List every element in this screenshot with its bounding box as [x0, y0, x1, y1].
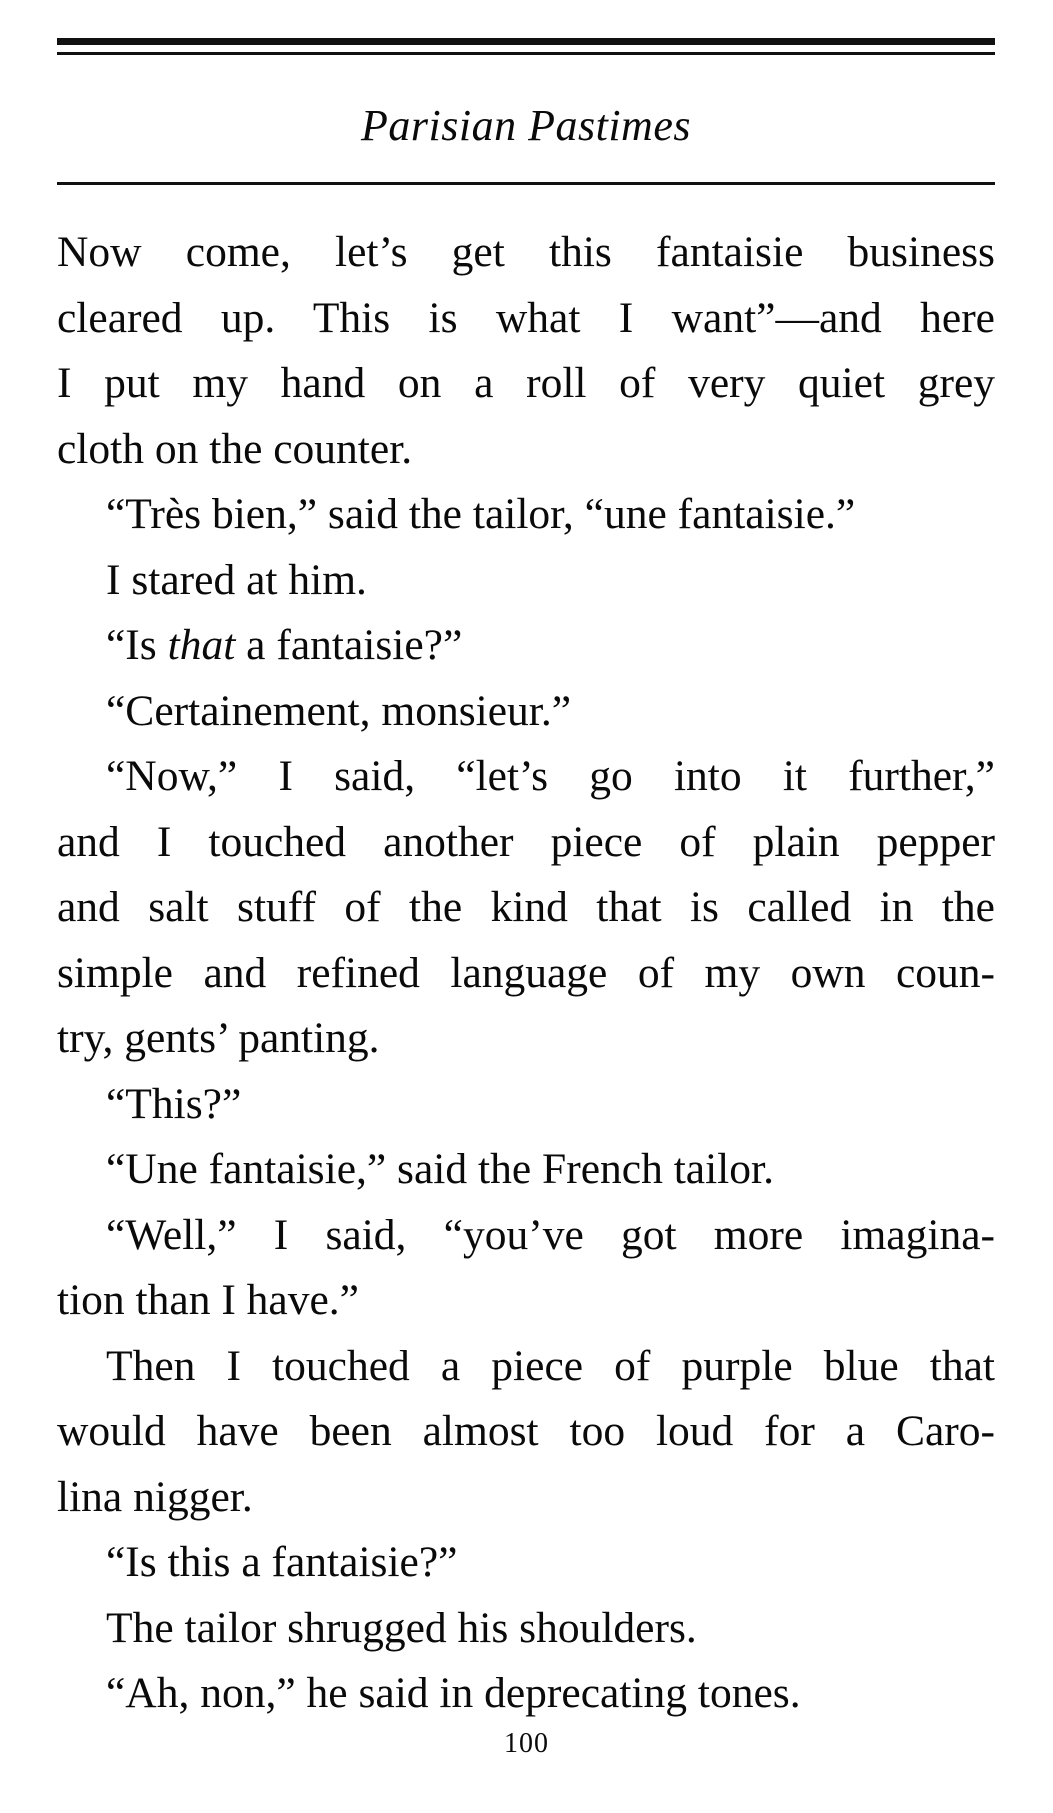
- text-line: “Très bien,” said the tailor, “une fantaisie.”: [106, 490, 856, 538]
- text-line: try, gents’ panting.: [57, 1014, 380, 1062]
- text-line: “Ah, non,” he said in deprecating tones.: [106, 1669, 801, 1717]
- text-line: The tailor shrugged his shoulders.: [106, 1603, 697, 1652]
- text-line: cloth on the counter.: [57, 424, 413, 473]
- text-line: I put my hand on a roll of very quiet grey: [57, 359, 995, 407]
- text-line: simple and refined language of my own coun-: [57, 948, 995, 997]
- page-number: 100: [504, 1728, 549, 1759]
- italic-emphasis: that: [167, 621, 236, 669]
- text-line: and salt stuff of the kind that is called in the: [57, 883, 995, 931]
- text-line: cleared up. This is what I want”—and here: [57, 293, 995, 342]
- text-segment: “Is: [106, 621, 168, 669]
- text-segment: a fantaisie?”: [235, 621, 463, 669]
- text-line: “Certainement, monsieur.”: [106, 686, 572, 735]
- text-line: “Well,” I said, “you’ve got more imagina-: [106, 1210, 995, 1259]
- text-line: tion than I have.”: [57, 1276, 359, 1324]
- running-title: Parisian Pastimes: [361, 101, 691, 150]
- text-line: and I touched another piece of plain pepper: [57, 817, 995, 866]
- text-line: lina nigger.: [57, 1472, 253, 1521]
- text-line: Now come, let’s get this fantaisie business: [57, 228, 995, 276]
- text-line: Then I touched a piece of purple blue that: [106, 1341, 995, 1390]
- text-line: “This?”: [106, 1079, 242, 1128]
- text-line: would have been almost too loud for a Caro-: [57, 1407, 995, 1455]
- body-text: [57, 220, 995, 1727]
- text-line: “Now,” I said, “let’s go into it further,”: [106, 752, 995, 800]
- header-rule-under-title: [57, 182, 995, 185]
- text-line: “Is this a fantaisie?”: [106, 1538, 458, 1586]
- text-line: I stared at him.: [106, 555, 367, 604]
- header-rule-thin: [57, 52, 995, 55]
- text-line: [57, 613, 995, 679]
- text-line: “Une fantaisie,” said the French tailor.: [106, 1145, 774, 1193]
- header-rule-thick: [57, 38, 995, 45]
